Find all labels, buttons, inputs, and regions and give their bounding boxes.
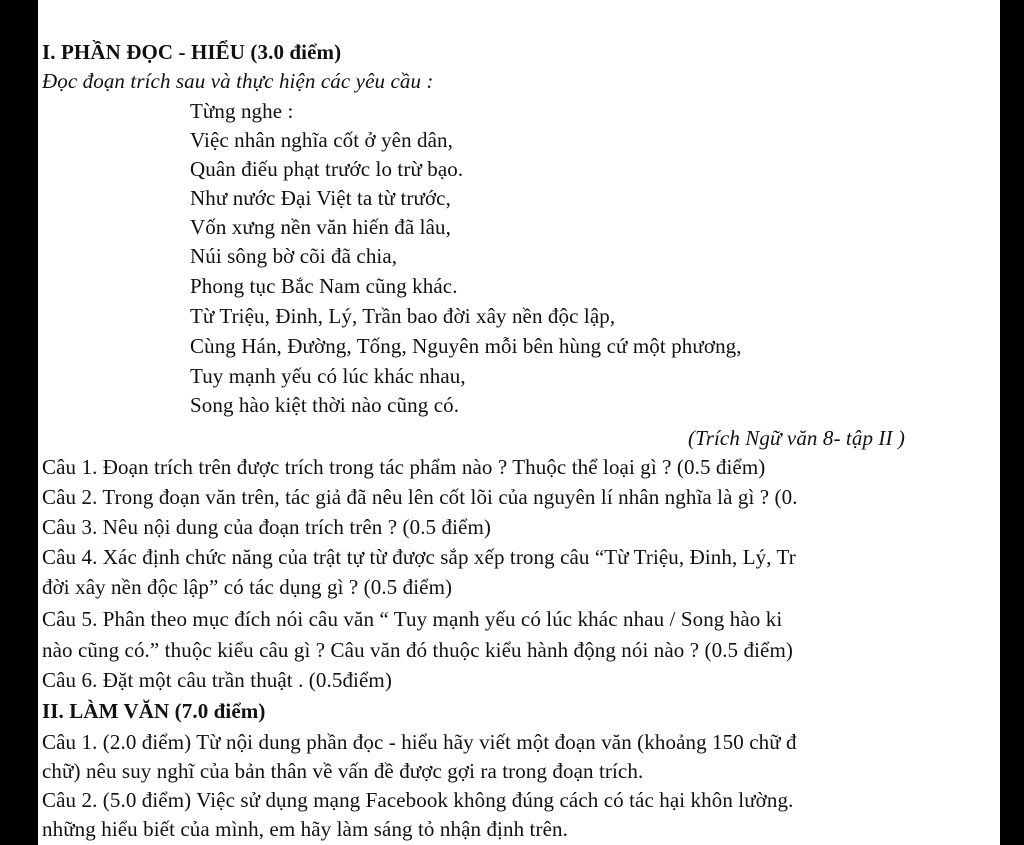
question-line: Câu 1. Đoạn trích trên được trích trong tác phẩm nào ? Thuộc thể loại gì ? (0.5 điểm) bbox=[42, 455, 766, 479]
section2-line: Câu 1. (2.0 điểm) Từ nội dung phần đọc - hiểu hãy viết một đoạn văn (khoảng 150 chữ đ bbox=[42, 730, 797, 754]
section2-line: những hiểu biết của mình, em hãy làm sáng tỏ nhận định trên. bbox=[42, 817, 568, 841]
poem-line: Như nước Đại Việt ta từ trước, bbox=[190, 186, 451, 210]
poem-line: Quân điếu phạt trước lo trừ bạo. bbox=[190, 157, 464, 181]
question-line: Câu 5. Phân theo mục đích nói câu văn “ Tuy mạnh yếu có lúc khác nhau / Song hào ki bbox=[42, 607, 783, 631]
poem-line: Từ Triệu, Đinh, Lý, Trần bao đời xây nền độc lập, bbox=[190, 304, 616, 328]
section2-line: Câu 2. (5.0 điểm) Việc sử dụng mạng Facebook không đúng cách có tác hại khôn lường. bbox=[42, 788, 794, 812]
section1-instruction: Đọc đoạn trích sau và thực hiện các yêu cầu : bbox=[42, 69, 434, 93]
poem-line: Núi sông bờ cõi đã chia, bbox=[190, 244, 398, 268]
section2-heading: II. LÀM VĂN (7.0 điểm) bbox=[42, 699, 266, 723]
poem-line: Song hào kiệt thời nào cũng có. bbox=[190, 393, 460, 417]
exam-document bbox=[38, 0, 1000, 845]
question-line: Câu 4. Xác định chức năng của trật tự từ được sắp xếp trong câu “Từ Triệu, Đinh, Lý, Tr bbox=[42, 545, 796, 569]
question-line: Câu 2. Trong đoạn văn trên, tác giả đã nêu lên cốt lõi của nguyên lí nhân nghĩa là gì ? (0. bbox=[42, 485, 798, 509]
section2-line: chữ) nêu suy nghĩ của bản thân về vấn đề được gợi ra trong đoạn trích. bbox=[42, 759, 644, 783]
question-line: Câu 6. Đặt một câu trần thuật . (0.5điểm) bbox=[42, 668, 392, 692]
poem-line: Cùng Hán, Đường, Tống, Nguyên mỗi bên hùng cứ một phương, bbox=[190, 334, 742, 358]
poem-line: Việc nhân nghĩa cốt ở yên dân, bbox=[190, 128, 454, 152]
question-line: đời xây nền độc lập” có tác dụng gì ? (0.5 điểm) bbox=[42, 575, 453, 599]
question-line: Câu 3. Nêu nội dung của đoạn trích trên ? (0.5 điểm) bbox=[42, 515, 491, 539]
poem-source: (Trích Ngữ văn 8- tập II ) bbox=[688, 426, 906, 450]
poem-line: Từng nghe : bbox=[190, 99, 294, 123]
poem-line: Phong tục Bắc Nam cũng khác. bbox=[190, 274, 458, 298]
poem-line: Vốn xưng nền văn hiến đã lâu, bbox=[190, 215, 451, 239]
section1-heading: I. PHẦN ĐỌC - HIỂU (3.0 điểm) bbox=[42, 40, 342, 64]
question-line: nào cũng có.” thuộc kiểu câu gì ? Câu văn đó thuộc kiểu hành động nói nào ? (0.5 điểm) bbox=[42, 638, 793, 662]
poem-line: Tuy mạnh yếu có lúc khác nhau, bbox=[190, 364, 466, 388]
